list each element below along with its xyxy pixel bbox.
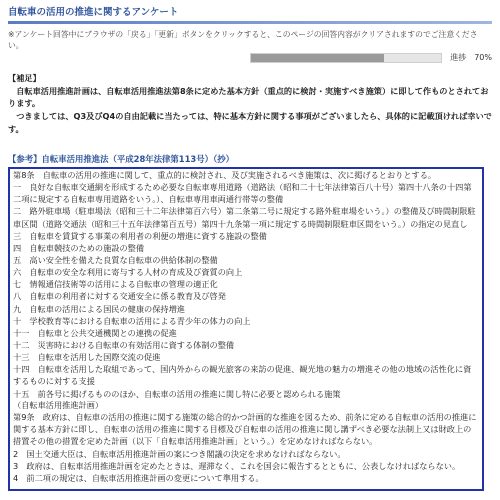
browser-notice: ※アンケート回答中にブラウザの「戻る」「更新」ボタンをクリックすると、このページの回答内容がクリアされますのでご注意ください。: [8, 30, 478, 51]
article-8-item: 十一 自転車と公共交通機関との連携の促進: [13, 327, 177, 338]
article-8-item: 七 情報通信技術等の活用による自転車の管理の適正化: [13, 279, 218, 290]
article-8-item: 十 学校教育等における自転車の活用による青少年の体力の向上: [13, 315, 251, 326]
article-9-paragraph: 2 国土交通大臣は、自転車活用推進計画の案につき閣議の決定を求めなければならない。: [13, 448, 346, 459]
supplement-paragraph-2: つきましては、Q3及びQ4の自由記載に当たっては、特に基本方針に関する事項がございましたら、具体的に記載頂ければ幸いです。: [8, 111, 492, 134]
progress-label: 進捗: [450, 53, 467, 63]
supplement-heading: 【補足】: [8, 73, 41, 83]
article-9-body: [13, 411, 479, 484]
progress-bar: [250, 53, 442, 63]
article-8-item: 十五 前各号に掲げるもののほか、自転車の活用の推進に関し特に必要と認められる施策: [13, 388, 341, 399]
article-8-item: 八 自転車の利用者に対する交通安全に係る教育及び啓発: [13, 291, 226, 302]
title-divider: [8, 21, 492, 24]
article-9-paragraph: 第9条 政府は、自転車の活用の推進に関する施策の総合的かつ計画的な推進を図るため、前条に定める自転車の活用の推進に関する基本方針に即し、自転車の活用の推進に関する目標及び自転車の活用の推進に関し講ずべき必要な法制上又は財政上の措置その他の措置を定めた計画（以下「自転車活用推進計画」という。）を定めなければならない。: [13, 412, 477, 447]
reference-heading: 【参考】自転車活用推進法（平成28年法律第113号）（抄）: [8, 154, 234, 164]
reference-box: [8, 167, 484, 491]
article-8-item: 十二 災害時における自転車の有効活用に資する体制の整備: [13, 339, 235, 350]
article-8-item: 一 良好な自転車交通網を形成するため必要な自転車専用道路（道路法（昭和二十七年法律第百八十号）第四十八条の十四第二項に規定する自転車専用道路をいう。）、自転車専用車両通行帯等の整備: [13, 182, 472, 205]
page-title: 自転車の活用の推進に関するアンケート: [8, 7, 179, 18]
article-9-paragraph: 3 政府は、自転車活用推進計画を定めたときは、遅滞なく、これを国会に報告するとともに、公表しなければならない。: [13, 460, 461, 471]
article-8-item: 十三 自転車を活用した国際交流の促進: [13, 352, 161, 363]
article-8-item: 六 自転車の安全な利用に寄与する人材の育成及び資質の向上: [13, 267, 243, 278]
supplement-paragraph-1: 自転車活用推進計画は、自転車活用推進法第8条に定めた基本方針（重点的に検討・実施すべき施策）に即して作ものとされております。: [8, 85, 489, 109]
article-8-item: 十四 自転車を活用した取組であって、国内外からの観光旅客の来訪の促進、観光地の魅力の増進その他の地域の活性化に資するものに対する支援: [13, 364, 472, 387]
progress-value: 70%: [474, 53, 492, 63]
article-9-paragraph: 4 前二項の規定は、自転車活用推進計画の変更について準用する。: [13, 472, 264, 483]
article-8-items: [13, 181, 479, 400]
article-8-item: 二 路外駐車場（駐車場法（昭和三十二年法律第百六号）第二条第二号に規定する路外駐車場をいう。）の整備及び時間制限駐車区間（道路交通法（昭和三十五年法律第百五号）第四十九条第一項に規定する時間制限駐車区間をいう。）の指定の見直し: [13, 206, 476, 229]
article-8-item: 五 高い安全性を備えた良質な自転車の供給体制の整備: [13, 254, 218, 265]
article-8-item: 四 自転車競技のための施設の整備: [13, 242, 145, 253]
article-8-item: 九 自転車の活用による国民の健康の保持増進: [13, 303, 185, 314]
supplement-section: [8, 72, 492, 136]
article-8-intro: 第8条 自転車の活用の推進に関して、重点的に検討され、及び実施されるべき施策は、次に掲げるとおりとする。: [13, 170, 437, 180]
article-9-subtitle: （自転車活用推進計画）: [13, 399, 104, 410]
progress-indicator: [8, 52, 492, 64]
progress-fill: [251, 54, 384, 62]
article-8-item: 三 自転車を賃貸する事業の利用者の利便の増進に資する施設の整備: [13, 230, 267, 241]
